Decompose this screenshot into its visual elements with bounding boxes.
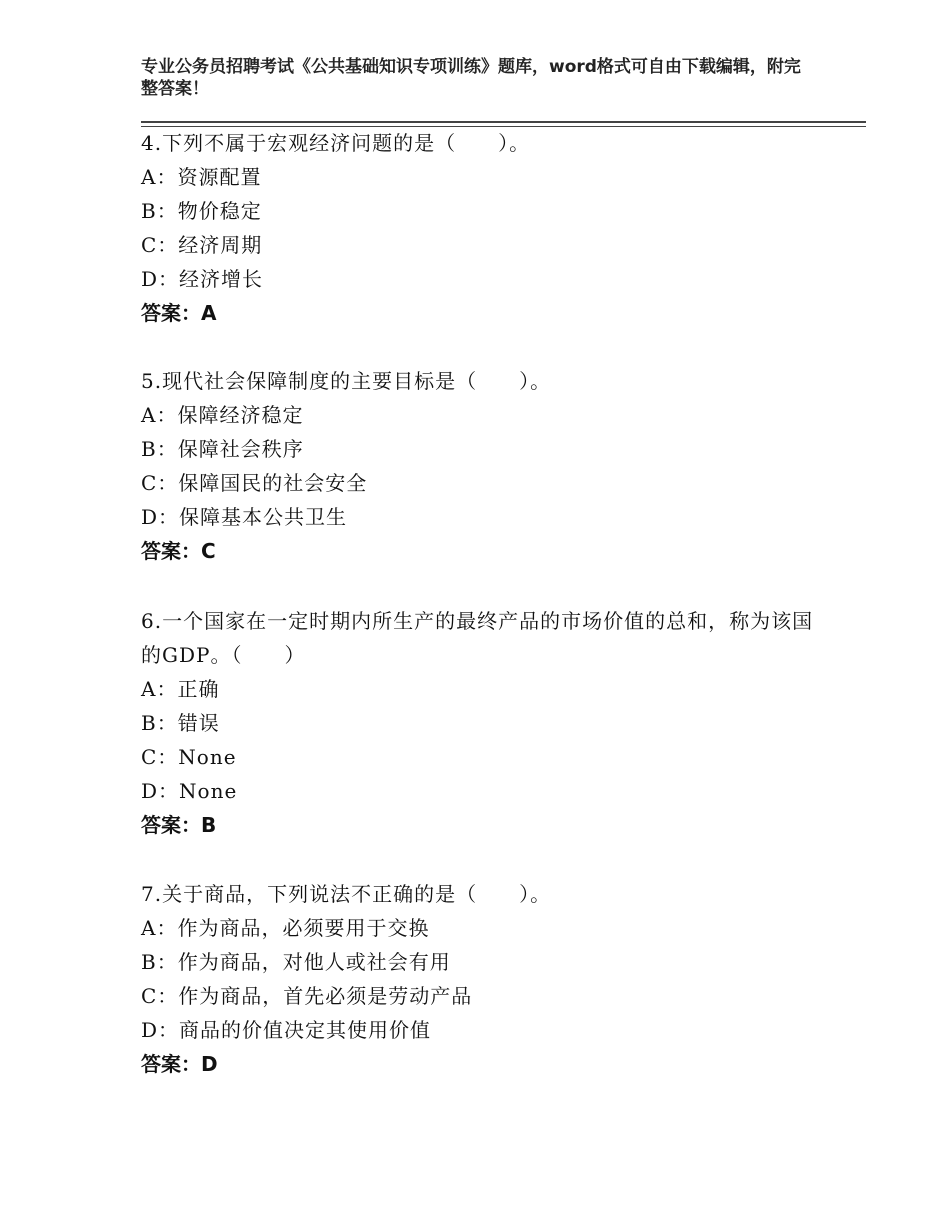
option-c: C：经济周期 xyxy=(141,233,263,257)
answer: 答案：C xyxy=(141,539,216,563)
question-text: 6.一个国家在一定时期内所生产的最终产品的市场价值的总和，称为该国的GDP。（ ） xyxy=(141,609,814,667)
option-d: D：经济增长 xyxy=(141,267,264,291)
question-6 xyxy=(141,604,821,842)
answer: 答案：B xyxy=(141,813,217,837)
option-c: C：保障国民的社会安全 xyxy=(141,471,368,495)
question-text: 7.关于商品，下列说法不正确的是（ ）。 xyxy=(141,882,552,906)
option-a: A：作为商品，必须要用于交换 xyxy=(141,916,430,940)
option-d: D：None xyxy=(141,779,238,803)
option-c: C：作为商品，首先必须是劳动产品 xyxy=(141,984,473,1008)
question-text: 5.现代社会保障制度的主要目标是（ ）。 xyxy=(141,369,552,393)
option-b: B：保障社会秩序 xyxy=(141,437,304,461)
option-d: D：商品的价值决定其使用价值 xyxy=(141,1018,432,1042)
question-7 xyxy=(141,877,821,1081)
answer: 答案：D xyxy=(141,1052,218,1076)
header-divider-thick xyxy=(141,121,866,123)
option-b: B：错误 xyxy=(141,711,220,735)
question-5 xyxy=(141,364,821,568)
question-text: 4.下列不属于宏观经济问题的是（ ）。 xyxy=(141,131,531,155)
question-4 xyxy=(141,126,821,330)
option-a: A：资源配置 xyxy=(141,165,262,189)
answer: 答案：A xyxy=(141,301,217,325)
option-a: A：保障经济稳定 xyxy=(141,403,304,427)
document-header: 专业公务员招聘考试《公共基础知识专项训练》题库，word格式可自由下载编辑，附完整答案！ xyxy=(141,57,801,99)
option-d: D：保障基本公共卫生 xyxy=(141,505,348,529)
option-b: B：物价稳定 xyxy=(141,199,262,223)
option-c: C：None xyxy=(141,745,237,769)
option-b: B：作为商品，对他人或社会有用 xyxy=(141,950,451,974)
option-a: A：正确 xyxy=(141,677,220,701)
